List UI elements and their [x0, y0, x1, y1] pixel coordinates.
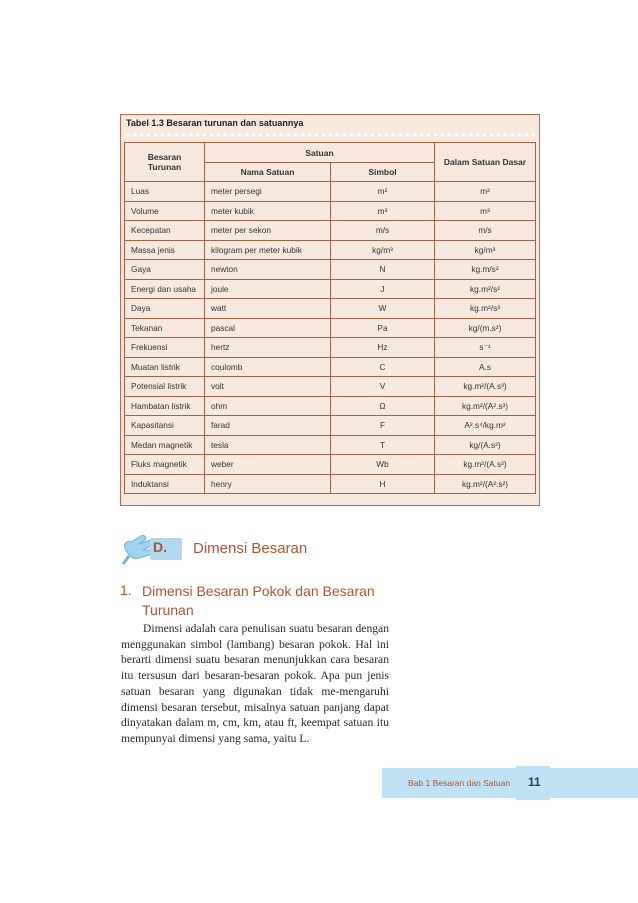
cell-simbol: Hz [331, 338, 435, 358]
cell-satuan-dasar: kg.m²/(A.s²) [435, 455, 536, 475]
cell-nama-satuan: henry [205, 474, 331, 494]
table-row [125, 377, 536, 397]
cell-satuan-dasar: kg.m²/s² [435, 279, 536, 299]
cell-satuan-dasar: m² [435, 182, 536, 202]
table-row [125, 299, 536, 319]
cell-simbol: C [331, 357, 435, 377]
derived-quantities-table [124, 142, 536, 494]
table-row [125, 221, 536, 241]
table-row [125, 260, 536, 280]
cell-besaran: Induktansi [125, 474, 205, 494]
cell-nama-satuan: tesla [205, 435, 331, 455]
cell-besaran: Kapasitansi [125, 416, 205, 436]
cell-besaran: Medan magnetik [125, 435, 205, 455]
cell-nama-satuan: pascal [205, 318, 331, 338]
cell-nama-satuan: kilogram per meter kubik [205, 240, 331, 260]
dotted-divider [124, 132, 536, 138]
cell-simbol: Ω [331, 396, 435, 416]
cell-besaran: Daya [125, 299, 205, 319]
header-dalam-satuan-dasar: Dalam Satuan Dasar [435, 143, 536, 182]
cell-simbol: Wb [331, 455, 435, 475]
cell-simbol: H [331, 474, 435, 494]
cell-nama-satuan: volt [205, 377, 331, 397]
cell-besaran: Massa jenis [125, 240, 205, 260]
cell-nama-satuan: watt [205, 299, 331, 319]
cell-nama-satuan: newton [205, 260, 331, 280]
cell-satuan-dasar: kg/m³ [435, 240, 536, 260]
cell-nama-satuan: meter per sekon [205, 221, 331, 241]
page-number: 11 [528, 775, 541, 789]
cell-satuan-dasar: kg.m²/(A.s³) [435, 377, 536, 397]
table-row [125, 455, 536, 475]
footer-chapter: Bab 1 Besaran dan Satuan [408, 778, 511, 788]
header-satuan: Satuan [205, 143, 435, 163]
table-row [125, 474, 536, 494]
cell-satuan-dasar: m³ [435, 201, 536, 221]
subsection-title: Dimensi Besaran Pokok dan Besaran Turunan [142, 583, 375, 618]
cell-nama-satuan: coulomb [205, 357, 331, 377]
subsection-number: 1. [120, 582, 132, 598]
table-row [125, 182, 536, 202]
table-row [125, 416, 536, 436]
table-row [125, 240, 536, 260]
cell-besaran: Muatan listrik [125, 357, 205, 377]
cell-besaran: Gaya [125, 260, 205, 280]
cell-simbol: W [331, 299, 435, 319]
cell-simbol: Pa [331, 318, 435, 338]
cell-satuan-dasar: A.s [435, 357, 536, 377]
cell-satuan-dasar: kg.m²/s³ [435, 299, 536, 319]
cell-simbol: T [331, 435, 435, 455]
cell-nama-satuan: joule [205, 279, 331, 299]
cell-besaran: Kecepatan [125, 221, 205, 241]
cell-satuan-dasar: kg.m/s² [435, 260, 536, 280]
cell-nama-satuan: ohm [205, 396, 331, 416]
cell-satuan-dasar: s⁻¹ [435, 338, 536, 358]
cell-nama-satuan: weber [205, 455, 331, 475]
cell-besaran: Potensial listrik [125, 377, 205, 397]
cell-satuan-dasar: kg.m²/(A².s²) [435, 474, 536, 494]
cell-besaran: Volume [125, 201, 205, 221]
cell-besaran: Luas [125, 182, 205, 202]
cell-simbol: kg/m³ [331, 240, 435, 260]
cell-besaran: Fluks magnetik [125, 455, 205, 475]
cell-besaran: Energi dan usaha [125, 279, 205, 299]
table-caption: Tabel 1.3 Besaran turunan dan satuannya [126, 118, 304, 128]
table-row [125, 338, 536, 358]
cell-simbol: m³ [331, 201, 435, 221]
cell-simbol: V [331, 377, 435, 397]
cell-simbol: J [331, 279, 435, 299]
table-row [125, 396, 536, 416]
cell-nama-satuan: meter persegi [205, 182, 331, 202]
cell-simbol: F [331, 416, 435, 436]
cell-nama-satuan: hertz [205, 338, 331, 358]
header-besaran-turunan: Besaran Turunan [125, 143, 205, 182]
cell-satuan-dasar: kg/(m.s²) [435, 318, 536, 338]
cell-besaran: Frekuensi [125, 338, 205, 358]
cell-satuan-dasar: kg.m²/(A².s³) [435, 396, 536, 416]
cell-satuan-dasar: kg/(A.s²) [435, 435, 536, 455]
section-letter: D. [153, 539, 167, 555]
table-row [125, 201, 536, 221]
table-row [125, 435, 536, 455]
table-row [125, 357, 536, 377]
cell-besaran: Tekanan [125, 318, 205, 338]
cell-nama-satuan: meter kubik [205, 201, 331, 221]
cell-besaran: Hambatan listrik [125, 396, 205, 416]
body-paragraph: Dimensi adalah cara penulisan suatu besaran dengan menggunakan simbol (lambang) besaran pokok. Hal ini berarti dimensi suatu besaran menunjukkan cara besaran itu tersusun dari besaran-besaran pokok. Apa pun jenis satuan besaran yang digunakan tidak me-mengaruhi dimensi besaran tersebut, misalnya satuan panjang dapat dinyatakan dalam m, cm, km, atau ft, keempat satuan itu mempunyai dimensi yang sama, yaitu L. [121, 622, 389, 745]
header-nama-satuan: Nama Satuan [205, 163, 331, 182]
section-title: Dimensi Besaran [193, 540, 308, 557]
cell-simbol: N [331, 260, 435, 280]
cell-simbol: m² [331, 182, 435, 202]
table-row [125, 318, 536, 338]
cell-nama-satuan: farad [205, 416, 331, 436]
cell-satuan-dasar: m/s [435, 221, 536, 241]
header-simbol: Simbol [331, 163, 435, 182]
table-row [125, 279, 536, 299]
cell-satuan-dasar: A².s⁴/kg.m² [435, 416, 536, 436]
cell-simbol: m/s [331, 221, 435, 241]
